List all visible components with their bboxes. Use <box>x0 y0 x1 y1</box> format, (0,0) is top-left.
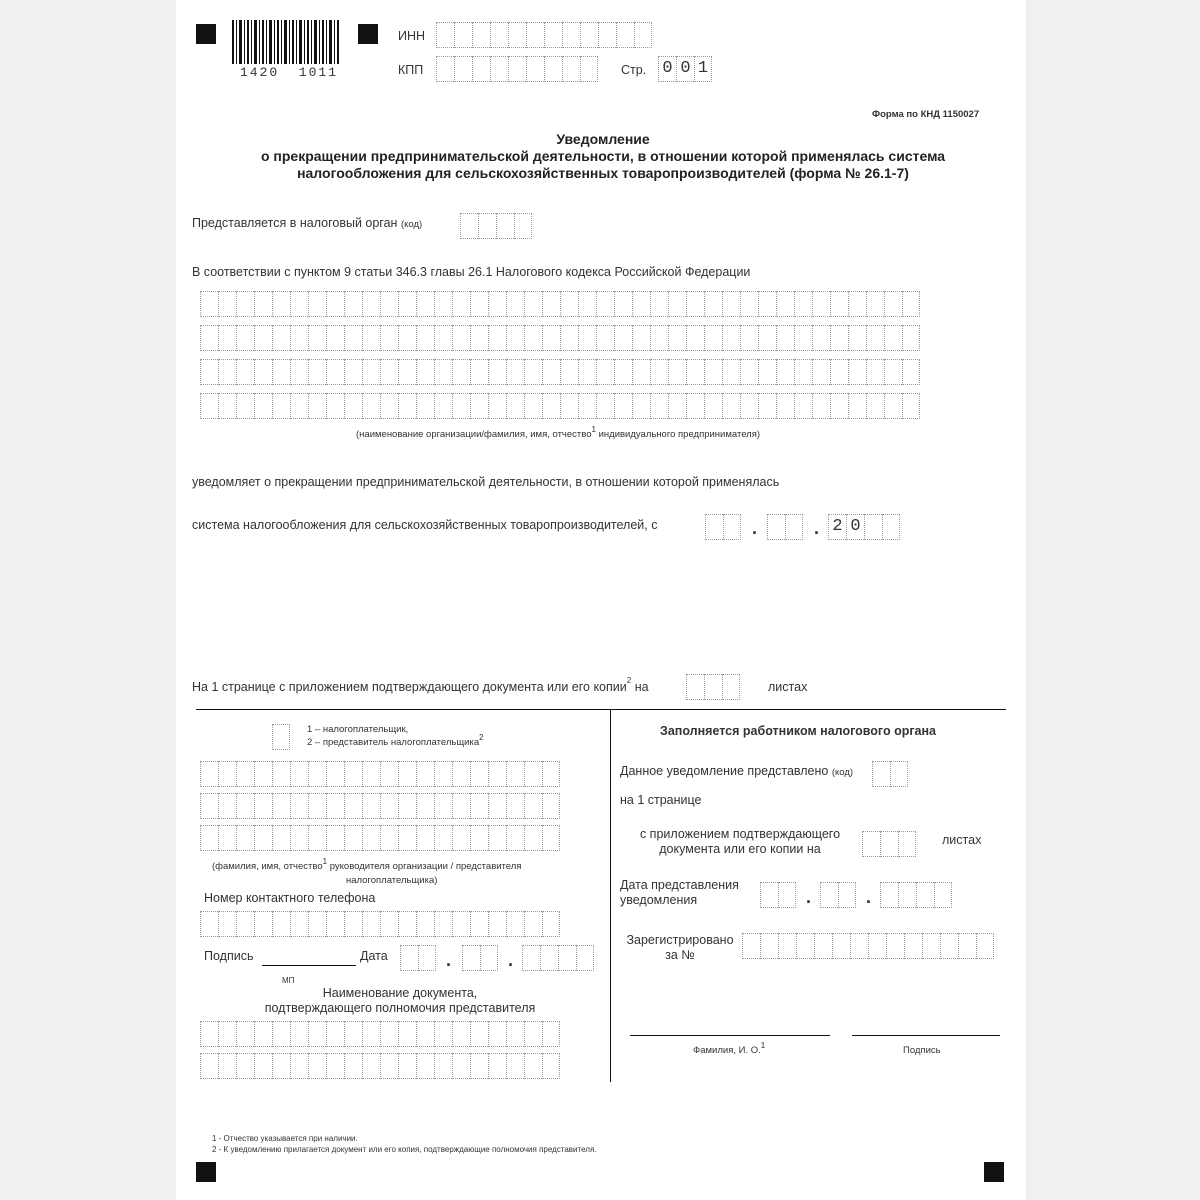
date-separator-dot: . <box>866 887 872 907</box>
phone-label: Номер контактного телефона <box>204 891 376 905</box>
section-divider <box>196 709 1006 710</box>
corner-marker-top-right <box>358 24 378 44</box>
on-page-label: на 1 странице <box>620 793 702 807</box>
signature-date-day[interactable] <box>400 945 436 971</box>
officer-signature-line <box>852 1035 1000 1036</box>
officer-sheets-field[interactable] <box>862 831 916 857</box>
footnote-1: 1 - Отчество указывается при наличии. <box>212 1134 358 1143</box>
page-number-field[interactable] <box>658 56 712 82</box>
signer-fio-caption: (фамилия, имя, отчество$^1$ руководителя организации / представителя <box>212 857 522 872</box>
inn-field[interactable] <box>436 22 652 48</box>
date-separator-dot: . <box>814 518 820 538</box>
phone-field[interactable] <box>200 911 560 937</box>
page-label: Стр. <box>621 63 647 77</box>
officer-fio-label: Фамилия, И. О.$^1$ <box>693 1041 766 1056</box>
page-digit: 0 <box>658 56 676 82</box>
signature-date-year[interactable] <box>522 945 594 971</box>
page-digit: 1 <box>694 56 712 82</box>
signer-fio-caption-line-2: налогоплательщика) <box>346 875 438 886</box>
corner-marker-bottom-right <box>984 1162 1004 1182</box>
stamp-label: МП <box>282 976 295 985</box>
form-code: Форма по КНД 1150027 <box>872 109 980 120</box>
organization-name-caption: (наименование организации/фамилия, имя, отчество$^1$ индивидуального предпринимателя) <box>356 425 761 440</box>
signature-date-month[interactable] <box>462 945 498 971</box>
legal-basis-text: В соответствии с пунктом 9 статьи 346.3 главы 26.1 Налогового кодекса Российской Федерации <box>192 265 751 279</box>
officer-signature-label: Подпись <box>903 1045 941 1056</box>
date-label: Дата <box>360 949 388 963</box>
title-line-3: налогообложения для сельскохозяйственных товаропроизводителей (форма № 26.1-7) <box>297 165 909 181</box>
authority-document-grid[interactable] <box>200 1021 560 1079</box>
submission-date-month[interactable] <box>820 882 856 908</box>
termination-date-month[interactable] <box>767 514 803 540</box>
title-line-1: Уведомление <box>556 131 650 147</box>
registration-label: Зарегистрировано за № <box>626 933 734 962</box>
attachment-sheets-field[interactable] <box>686 674 740 700</box>
date-separator-dot: . <box>508 950 514 970</box>
barcode-number: 1420 1011 <box>240 65 339 80</box>
signature-label: Подпись <box>204 949 254 963</box>
kpp-label: КПП <box>398 63 424 77</box>
signer-option-1: 1 – налогоплательщик, <box>307 724 409 735</box>
footnote-2: 2 - К уведомлению прилагается документ или его копия, подтверждающие полномочия представителя. <box>212 1145 597 1154</box>
submission-date-year[interactable] <box>880 882 952 908</box>
attachment-label: с приложением подтверждающего документа или его копии на <box>639 827 841 856</box>
officer-sheets-suffix: листах <box>942 833 982 847</box>
inn-label: ИНН <box>398 29 426 43</box>
signature-line <box>262 965 356 966</box>
year-digit: 0 <box>846 514 864 540</box>
registration-number-field[interactable] <box>742 933 994 959</box>
notifies-line-1: уведомляет о прекращении предпринимательской деятельности, в отношении которой применялась <box>192 475 780 489</box>
page-digit: 0 <box>676 56 694 82</box>
submitted-code-field[interactable] <box>872 761 908 787</box>
date-separator-dot: . <box>806 887 812 907</box>
notifies-line-2: система налогообложения для сельскохозяйственных товаропроизводителей, с <box>192 518 658 532</box>
signer-fio-grid[interactable] <box>200 761 560 851</box>
officer-fio-line <box>630 1035 830 1036</box>
submission-date-day[interactable] <box>760 882 796 908</box>
pages-suffix: листах <box>768 680 808 694</box>
barcode <box>232 20 344 64</box>
organization-name-grid[interactable] <box>200 291 920 419</box>
title-line-2: о прекращении предпринимательской деятельности, в отношении которой применялась система <box>260 148 946 164</box>
tax-authority-label: Представляется в налоговый орган (код) <box>192 216 423 230</box>
submission-date-label: Дата представления уведомления <box>620 878 739 907</box>
signer-option-2: 2 – представитель налогоплательщика$^2$ <box>307 733 484 748</box>
date-separator-dot: . <box>446 950 452 970</box>
corner-marker-bottom-left <box>196 1162 216 1182</box>
column-divider <box>610 709 611 1082</box>
termination-date-day[interactable] <box>705 514 741 540</box>
kpp-field[interactable] <box>436 56 598 82</box>
termination-date-year[interactable] <box>828 514 900 540</box>
pages-text: На 1 странице с приложением подтверждающего документа или его копии$^2$ на <box>192 676 649 694</box>
date-separator-dot: . <box>752 518 758 538</box>
corner-marker-top-left <box>196 24 216 44</box>
authority-document-caption: Наименование документа, подтверждающего полномочия представителя <box>264 986 536 1015</box>
submitted-label: Данное уведомление представлено (код) <box>620 764 854 778</box>
signer-type-field[interactable] <box>272 724 290 750</box>
form-title <box>176 131 1030 182</box>
tax-authority-code-field[interactable] <box>460 213 532 239</box>
year-digit: 2 <box>828 514 846 540</box>
tax-officer-heading: Заполняется работником налогового органа <box>660 724 937 738</box>
form-sheet <box>176 0 1026 1200</box>
